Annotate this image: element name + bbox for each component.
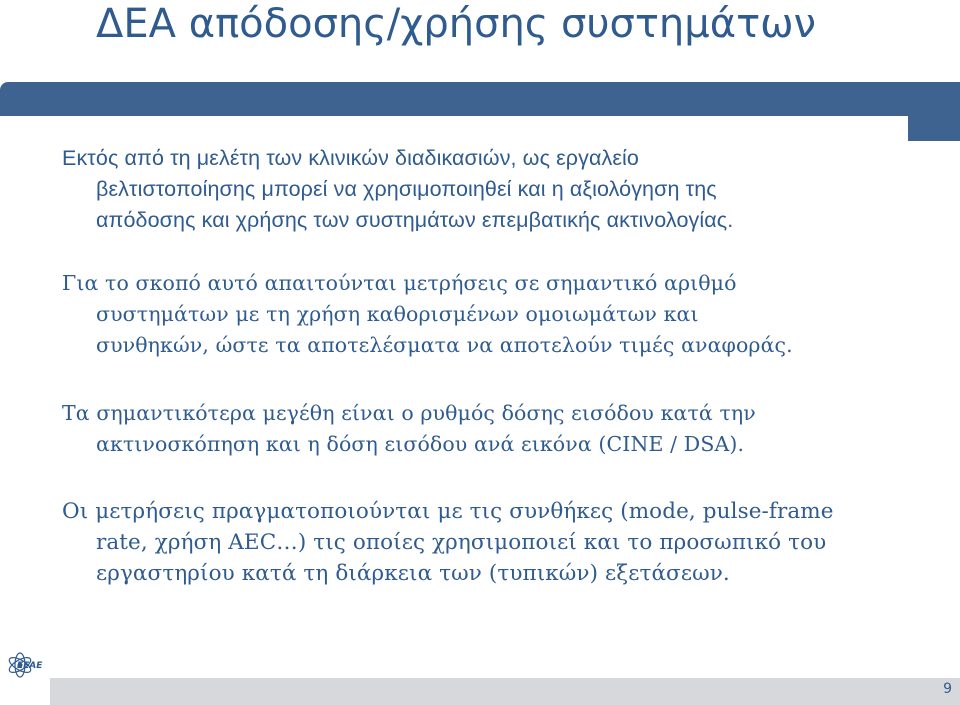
paragraph-line: απόδοσης και χρήσης των συστημάτων επεμβατικής ακτινολογίας.	[96, 208, 734, 232]
paragraph-line: Για το σκοπό αυτό απαιτούνται μετρήσεις σε σημαντικό αριθμό	[62, 271, 737, 295]
paragraph-line: βελτιστοποίησης μπορεί να χρησιμοποιηθεί και η αξιολόγηση της	[96, 177, 717, 201]
header-band	[0, 82, 960, 116]
paragraph-line: συστημάτων με τη χρήση καθορισμένων ομοιωμάτων και	[96, 302, 699, 326]
paragraph-2	[62, 268, 882, 361]
paragraph-line: Εκτός από τη μελέτη των κλινικών διαδικασιών, ως εργαλείο	[62, 146, 639, 170]
slide-title: ΔΕΑ απόδοσης/χρήσης συστημάτων	[96, 1, 816, 47]
paragraph-1	[62, 143, 882, 236]
paragraph-line: Τα σημαντικότερα μεγέθη είναι ο ρυθμός δόσης εισόδου κατά την	[62, 401, 756, 425]
logo-text: ΕΕΑΕ	[17, 661, 43, 671]
paragraph-line: συνθηκών, ώστε τα αποτελέσματα να αποτελούν τιμές αναφοράς.	[96, 333, 793, 357]
paragraph-line: ακτινοσκόπηση και η δόση εισόδου ανά εικόνα (CINE / DSA).	[96, 432, 745, 456]
page-number: 9	[943, 681, 952, 697]
footer-bar	[50, 678, 960, 705]
paragraph-line: Οι μετρήσεις πραγματοποιούνται με τις συνθήκες (mode, pulse-frame	[62, 499, 834, 524]
header-band-tab	[908, 82, 960, 141]
paragraph-line: rate, χρήση AEC…) τις οποίες χρησιμοποιεί και το προσωπικό του	[96, 530, 827, 555]
paragraph-4	[62, 496, 882, 589]
paragraph-line: εργαστηρίου κατά τη διάρκεια των (τυπικών) εξετάσεων.	[96, 561, 730, 586]
paragraph-3	[62, 398, 882, 460]
